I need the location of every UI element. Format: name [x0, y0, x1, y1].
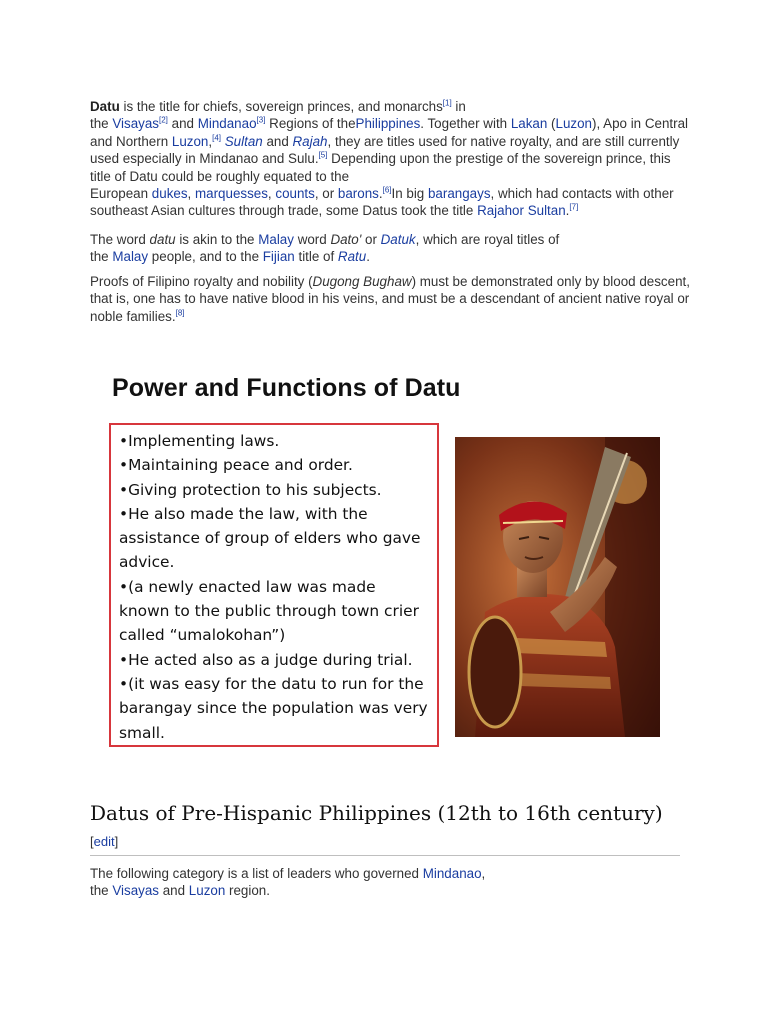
link-marquesses[interactable]: marquesses — [194, 186, 268, 202]
category-paragraph — [90, 865, 690, 900]
function-item: •He also made the law, with the assistance of group of elders who gave advice. — [119, 504, 421, 572]
function-item: •(it was easy for the datu to run for the barangay since the population was very small. — [119, 674, 428, 742]
slide-title: Power and Functions of Datu — [112, 374, 461, 402]
link-luzon[interactable]: Luzon — [555, 116, 592, 132]
text: the — [90, 883, 113, 899]
text: or — [361, 232, 381, 247]
text: , — [267, 186, 276, 202]
text: In big — [391, 186, 428, 202]
link-luzon-2[interactable]: Luzon — [171, 133, 209, 149]
text: . — [366, 249, 370, 265]
word-origin-paragraph — [90, 231, 690, 266]
citation-5[interactable]: [5] — [318, 150, 328, 160]
datu-warrior-photo — [455, 437, 660, 737]
link-philippines[interactable]: Philippines — [355, 116, 421, 132]
text: ) must be demonstrated only by blood descent, that is, one has to have native blood in his veins, and must be a descendant of ancient native royal or noble families. — [90, 274, 690, 324]
citation-8[interactable]: [8] — [175, 308, 185, 318]
link-luzon-3[interactable]: Luzon — [188, 883, 226, 899]
text: and — [167, 116, 198, 132]
section-heading-text: Datus of Pre-Hispanic Philippines (12th to 16th century) — [90, 801, 663, 825]
term-dato: Dato' — [330, 232, 362, 247]
text: European — [90, 186, 152, 202]
text: is akin to the — [175, 232, 259, 247]
bracket: ] — [114, 834, 119, 849]
intro-paragraph — [90, 98, 690, 220]
text: The word — [90, 232, 150, 247]
edit-link-wrapper — [90, 834, 118, 849]
citation-1[interactable]: [1] — [442, 98, 452, 108]
text: in — [451, 99, 466, 114]
text: The following category is a list of leaders who governed — [90, 866, 423, 881]
link-sultan[interactable]: Sultan — [224, 133, 263, 149]
term-dugong-bughaw: Dugong Bughaw — [312, 274, 412, 289]
link-lakan[interactable]: Lakan — [510, 116, 548, 132]
text: is the title for chiefs, sovereign princes, and monarchs — [119, 99, 443, 114]
citation-3[interactable]: [3] — [256, 115, 266, 125]
text: , which had contacts with other southeast Asian cultures through trade, some Datus took the title — [90, 186, 674, 219]
link-rajah[interactable]: Rajah — [292, 133, 328, 149]
link-datuk[interactable]: Datuk — [380, 232, 416, 247]
link-barons[interactable]: barons — [337, 186, 379, 202]
text: word — [293, 232, 331, 247]
text: . Together with — [420, 116, 511, 132]
datu-term: Datu — [90, 99, 120, 114]
text: ( — [547, 116, 556, 132]
text: people, and to the — [148, 249, 263, 265]
link-mindanao-2[interactable]: Mindanao — [422, 866, 482, 881]
link-barangays[interactable]: barangays — [427, 186, 491, 202]
citation-2[interactable]: [2] — [159, 115, 168, 125]
text: , — [481, 866, 486, 881]
text: . — [565, 203, 570, 219]
link-malay[interactable]: Malay — [258, 232, 294, 247]
link-fijian[interactable]: Fijian — [262, 249, 295, 265]
link-sultan-2[interactable]: Sultan — [527, 203, 566, 219]
link-visayas-2[interactable]: Visayas — [112, 883, 159, 899]
link-dukes[interactable]: dukes — [151, 186, 188, 202]
text: Regions of the — [265, 116, 356, 132]
text: , — [187, 186, 195, 202]
link-visayas[interactable]: Visayas — [112, 116, 159, 132]
function-item: •(a newly enacted law was made known to the public through town crier called “umalokohan”) — [119, 577, 419, 645]
function-item: •He acted also as a judge during trial. — [119, 650, 413, 669]
link-counts[interactable]: counts — [275, 186, 315, 202]
text: , — [208, 133, 213, 149]
text: ), Apo in Central and Northern — [90, 116, 689, 149]
text: the — [90, 116, 113, 132]
text: , which are royal titles of — [415, 232, 560, 247]
section-heading — [90, 800, 680, 855]
text: , they are titles used for native royalty, and are still currently used especially in Mindanao and Sulu. — [90, 133, 680, 167]
citation-7[interactable]: [7] — [569, 202, 579, 212]
edit-link[interactable]: edit — [93, 834, 115, 849]
text: the — [90, 249, 113, 265]
function-item: •Giving protection to his subjects. — [119, 480, 382, 499]
heading-divider — [90, 855, 680, 856]
text: . — [378, 186, 383, 202]
link-rajahor[interactable]: Rajahor — [477, 203, 524, 219]
link-mindanao[interactable]: Mindanao — [197, 116, 257, 132]
citation-6[interactable]: [6] — [382, 185, 392, 195]
citation-4[interactable]: [4] — [212, 133, 222, 143]
function-item: •Maintaining peace and order. — [119, 456, 353, 475]
function-item: •Implementing laws. — [119, 432, 280, 450]
proof-paragraph — [90, 273, 690, 325]
text: title of — [294, 249, 338, 265]
link-malay-2[interactable]: Malay — [112, 249, 149, 265]
text: Proofs of Filipino royalty and nobility ( — [90, 274, 313, 289]
text: region. — [225, 883, 270, 899]
functions-list — [119, 429, 437, 745]
text: and — [262, 133, 293, 149]
link-ratu[interactable]: Ratu — [337, 249, 367, 265]
term-datu: datu — [149, 232, 176, 247]
bracket: [ — [90, 834, 94, 849]
text: Depending upon the prestige of the sovereign prince, this title of Datu could be roughly equated to the — [90, 151, 671, 184]
text: , or — [314, 186, 338, 202]
text: and — [159, 883, 189, 899]
functions-box — [109, 423, 439, 747]
